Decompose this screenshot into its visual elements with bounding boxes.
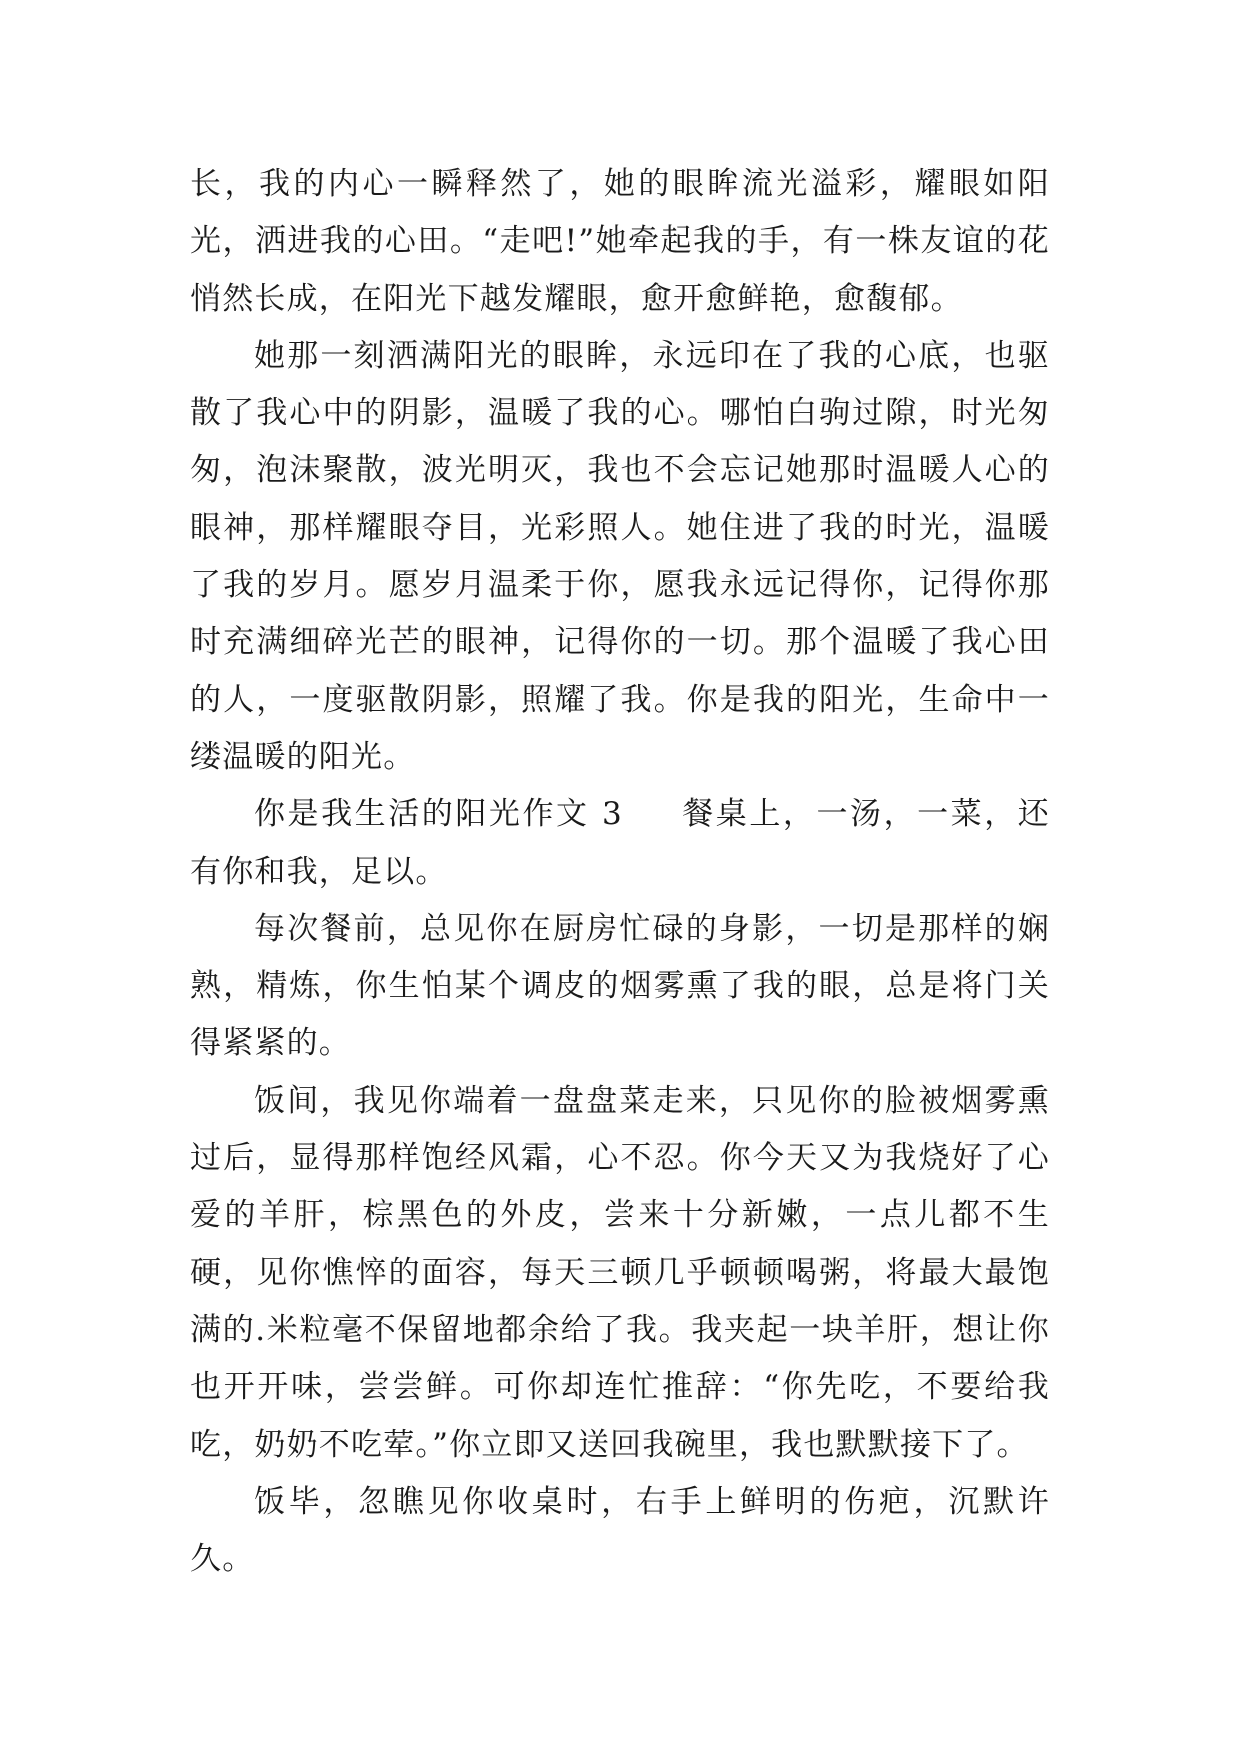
- paragraph-6: 饭毕，忽瞧见你收桌时，右手上鲜明的伤疤，沉默许久。: [190, 1483, 1050, 1578]
- paragraph-3-text: 餐桌上，一汤，一菜，还有你和我，足以。: [190, 796, 1050, 890]
- paragraph-4: 每次餐前，总见你在厨房忙碌的身影，一切是那样的娴熟，精炼，你生怕某个调皮的烟雾熏了我的眼，总是将门关得紧紧的。: [190, 910, 1050, 1062]
- document-body: [190, 156, 1050, 1588]
- paragraph-3: [190, 786, 1050, 901]
- section-heading: 你是我生活的阳光作文 3: [254, 796, 623, 833]
- paragraph-5: 饭间，我见你端着一盘盘菜走来，只见你的脸被烟雾熏过后，显得那样饱经风霜，心不忍。你今天又为我烧好了心爱的羊肝，棕黑色的外皮，尝来十分新嫩，一点儿都不生硬，见你憔悴的面容，每天三顿几乎顿顿喝粥，将最大最饱满的.米粒毫不保留地都余给了我。我夹起一块羊肝，想让你也开开味，尝尝鲜。可你却连忙推辞：“你先吃，不要给我吃，奶奶不吃荤。”你立即又送回我碗里，我也默默接下了。: [190, 1082, 1050, 1463]
- paragraph-2: 她那一刻洒满阳光的眼眸，永远印在了我的心底，也驱散了我心中的阴影，温暖了我的心。哪怕白驹过隙，时光匆匆，泡沫聚散，波光明灭，我也不会忘记她那时温暖人心的眼神，那样耀眼夺目，光彩照人。她住进了我的时光，温暖了我的岁月。愿岁月温柔于你，愿我永远记得你，记得你那时充满细碎光芒的眼神，记得你的一切。那个温暖了我心田的人，一度驱散阴影，照耀了我。你是我的阳光，生命中一缕温暖的阳光。: [190, 337, 1050, 775]
- paragraph-1: 长，我的内心一瞬释然了，她的眼眸流光溢彩，耀眼如阳光，洒进我的心田。“走吧!”她牵起我的手，有一株友谊的花悄然长成，在阳光下越发耀眼，愈开愈鲜艳，愈馥郁。: [190, 166, 1050, 317]
